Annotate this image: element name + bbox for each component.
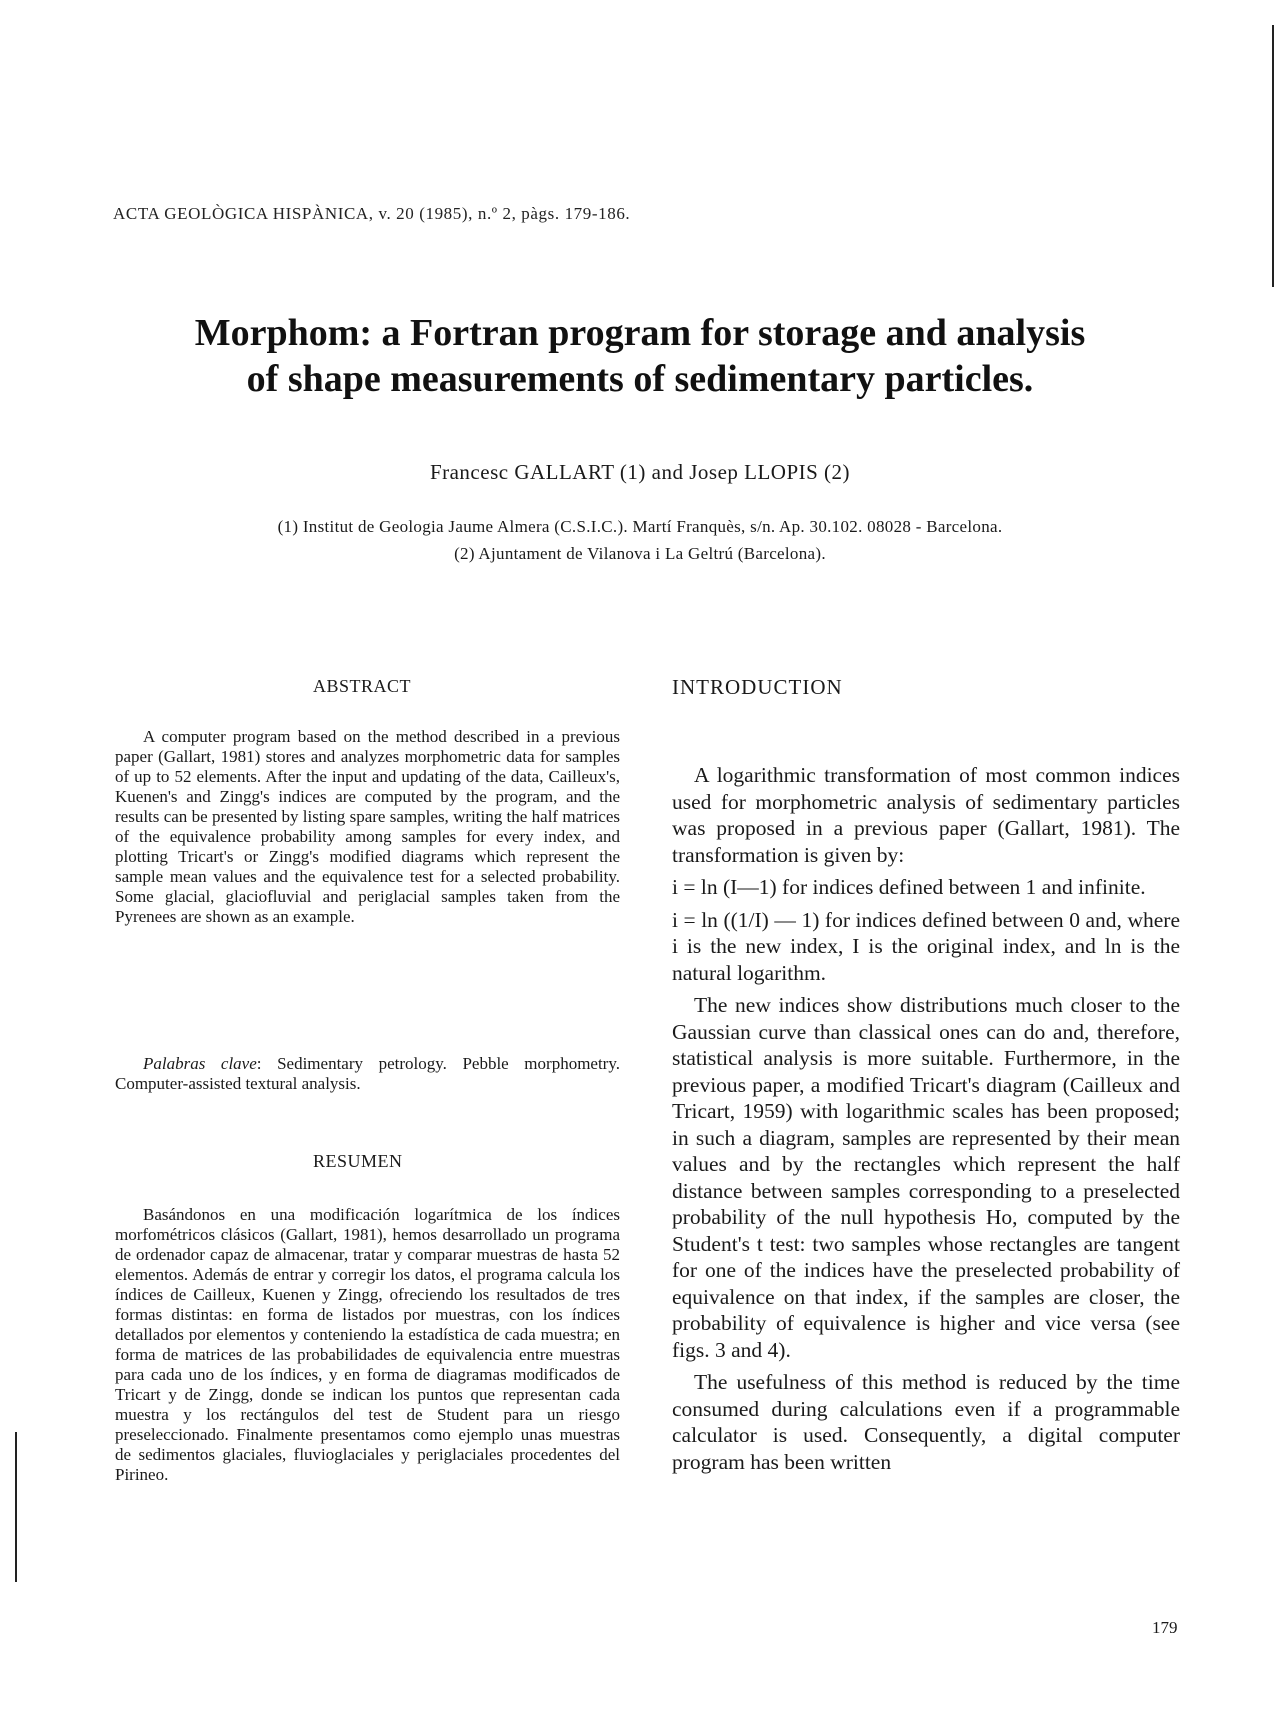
paper-title	[100, 310, 1180, 402]
scan-edge-line	[1272, 25, 1274, 287]
intro-formula: i = ln ((1/I) — 1) for indices defined between 0 and, where i is the new index, I is the original index, and ln is the natural logarithm.	[672, 907, 1180, 985]
title-line-2: of shape measurements of sedimentary particles.	[246, 358, 1034, 400]
affiliation-1: (1) Institut de Geologia Jaume Almera (C.S.I.C.). Martí Franquès, s/n. Ap. 30.102. 08028 - Barcelona.	[277, 517, 1003, 536]
resumen-text: Basándonos en una modificación logarítmica de los índices morfométricos clásicos (Gallart, 1981), hemos desarrollado un programa de ordenador capaz de almacenar, tratar y comparar muestras de hasta 52 elementos. Además de entrar y corregir los datos, el programa calcula los índices de Cailleux, Kuenen y Zingg, ofreciendo los resultados de tres formas distintas: en forma de listados por muestras, con los índices detallados por elementos y conteniendo la estadística de cada muestra; en forma de matrices de las probabilidades de equivalencia entre muestras para cada uno de los índices, y en forma de diagramas modificados de Tricart y de Zingg, donde se indican los puntos que representan cada muestra y los rectángulos del test de Student para un riesgo preseleccionado. Finalmente presentamos como ejemplo unas muestras de sedimentos glaciales, fluvioglaciales y periglaciales procedentes del Pirineo.	[115, 1205, 620, 1484]
scan-edge-line	[15, 1432, 17, 1582]
intro-formula: i = ln (I—1) for indices defined between 1 and infinite.	[672, 875, 1146, 899]
keywords-label: Palabras clave	[143, 1054, 257, 1073]
resumen-heading: RESUMEN	[313, 1151, 403, 1171]
intro-paragraph: The usefulness of this method is reduced by the time consumed during calculations even if a programmable calculator is used. Consequently, a digital computer program has been written	[672, 1370, 1180, 1474]
introduction-body	[672, 762, 1180, 1481]
keywords	[115, 1054, 620, 1094]
page-number: 179	[1152, 1618, 1178, 1637]
introduction-heading: INTRODUCTION	[672, 675, 843, 699]
affiliations	[150, 513, 1130, 567]
keywords-text: : Sedimentary petrology. Pebble morphometry. Computer-assisted textural analysis.	[115, 1054, 620, 1093]
journal-citation: ACTA GEOLÒGICA HISPÀNICA, v. 20 (1985), n.º 2, pàgs. 179-186.	[113, 204, 631, 223]
abstract-heading: ABSTRACT	[313, 676, 412, 696]
intro-paragraph: The new indices show distributions much closer to the Gaussian curve than classical ones can do and, therefore, statistical analysis is more suitable. Furthermore, in the previous paper, a modified Tricart's diagram (Cailleux and Tricart, 1959) with logarithmic scales has been proposed; in such a diagram, samples are represented by their mean values and by the rectangles which represent the half distance between samples corresponding to a preselected probability of the null hypothesis Ho, computed by the Student's t test: two samples whose rectangles are tangent for one of the indices have the preselected probability of equivalence on that index, if the samples are closer, the probability of equivalence is higher and vice versa (see figs. 3 and 4).	[672, 993, 1180, 1362]
affiliation-2: (2) Ajuntament de Vilanova i La Geltrú (Barcelona).	[454, 544, 826, 563]
title-line-1: Morphom: a Fortran program for storage and analysis	[194, 312, 1086, 354]
intro-paragraph: A logarithmic transformation of most common indices used for morphometric analysis of sedimentary particles was proposed in a previous paper (Gallart, 1981). The transformation is given by:	[672, 763, 1180, 867]
abstract-text: A computer program based on the method described in a previous paper (Gallart, 1981) stores and analyzes morphometric data for samples of up to 52 elements. After the input and updating of the data, Cailleux's, Kuenen's and Zingg's indices are computed by the program, and the results can be presented by listing spare samples, writing the half matrices of the equivalence probability among samples for every index, and plotting Tricart's or Zingg's modified diagrams which represent the sample mean values and the equivalence test for a selected probability. Some glacial, glaciofluvial and periglacial samples taken from the Pyrenees are shown as an example.	[115, 727, 620, 926]
authors: Francesc GALLART (1) and Josep LLOPIS (2)	[429, 460, 851, 484]
